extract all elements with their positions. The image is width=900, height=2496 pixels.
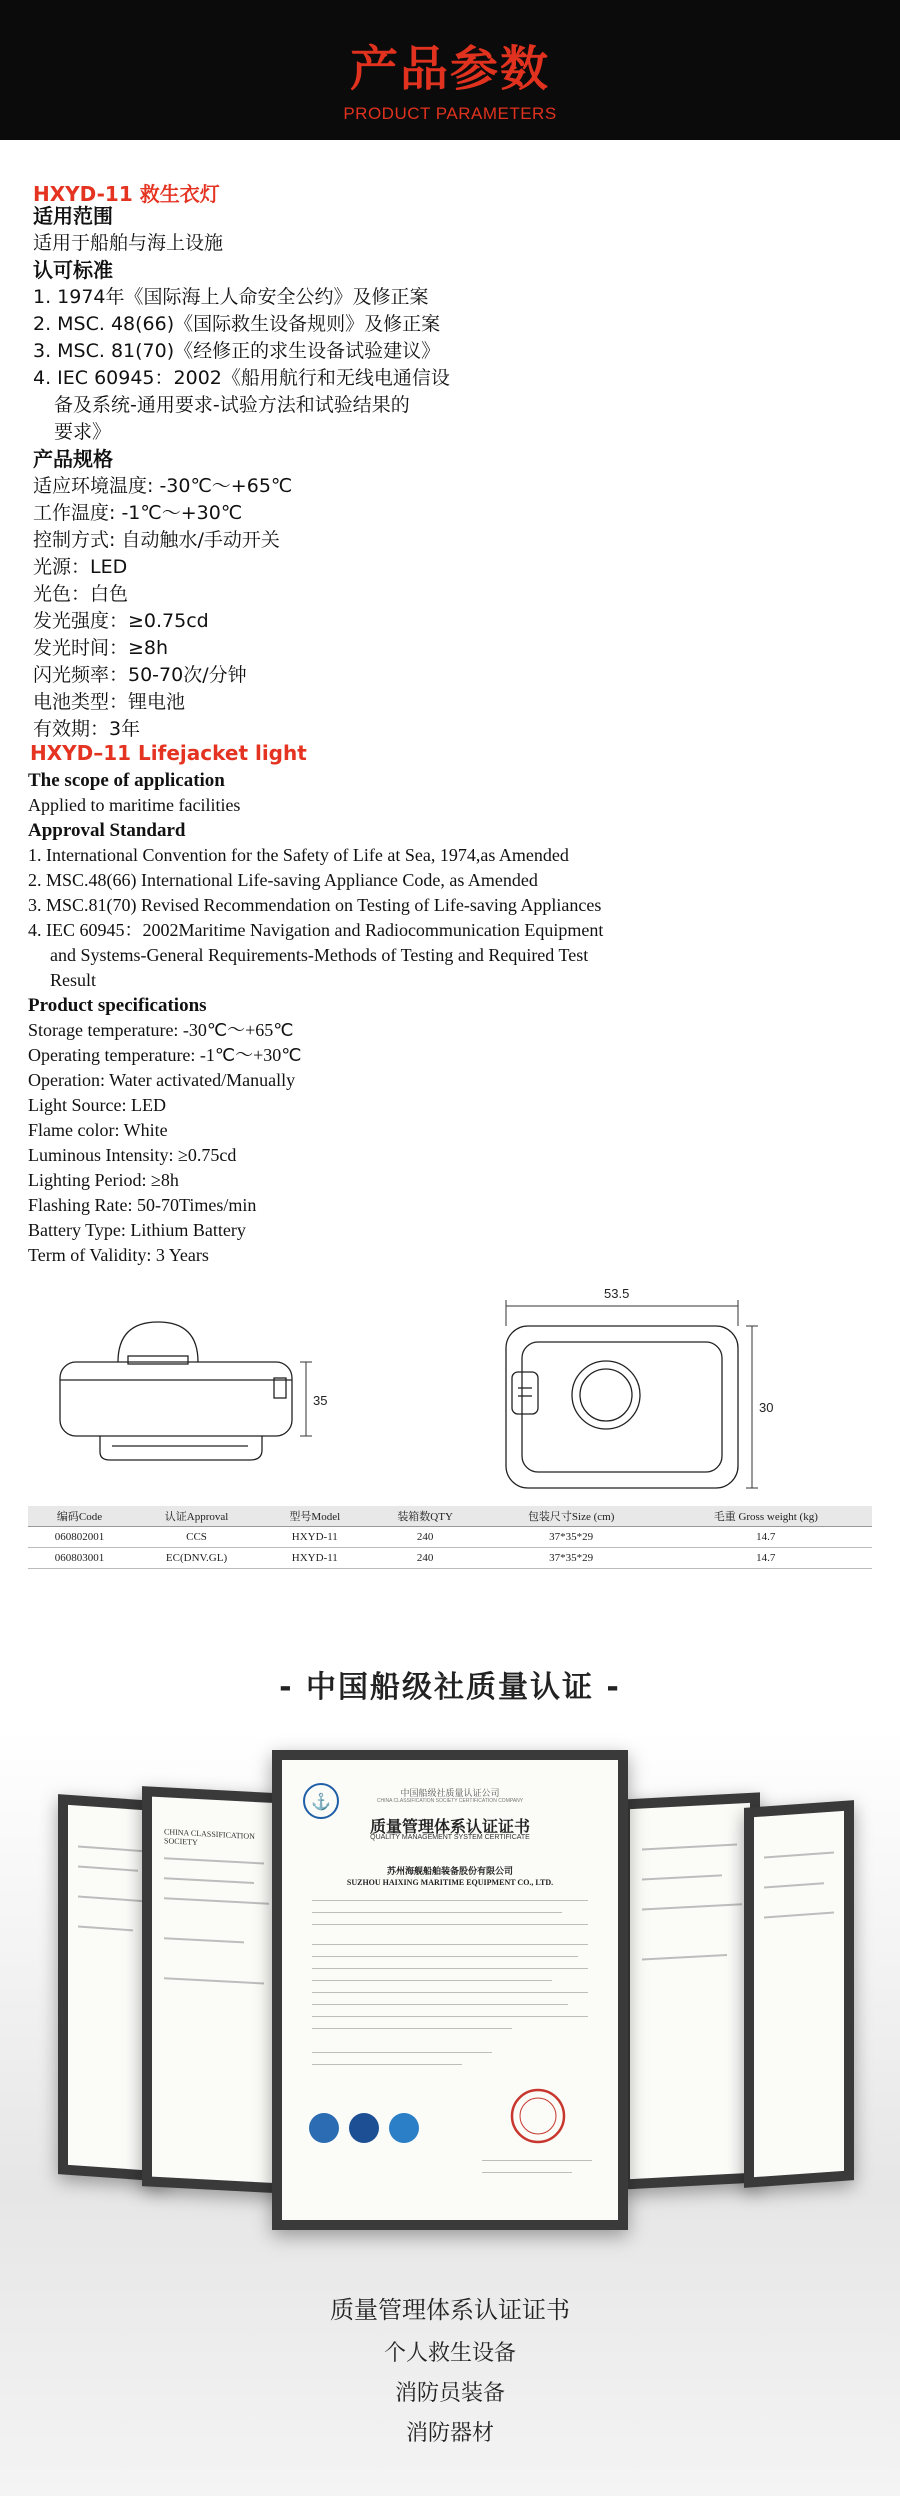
en-spec-item: Lighting Period: ≥8h (28, 1170, 179, 1190)
en-spec-item: Term of Validity: 3 Years (28, 1245, 209, 1265)
col-code: 编码Code (28, 1506, 131, 1527)
accreditation-logos-icon (306, 2108, 436, 2148)
side-view-drawing (60, 1322, 292, 1460)
en-approval-item: 2. MSC.48(66) International Life-saving Appliance Code, as Amended (28, 870, 538, 890)
cn-approval-item-cont: 备及系统-通用要求-试验方法和试验结果的 (54, 394, 410, 416)
official-seal-icon (508, 2086, 568, 2146)
certificate-frame-left (142, 1786, 292, 2194)
caption-fire-equipment: 消防器材 (405, 2421, 494, 2446)
dim-label-35: 35 (313, 1393, 328, 1408)
top-view-drawing (506, 1326, 738, 1488)
en-approval-item-cont: Result (50, 970, 97, 990)
en-scope-text: Applied to maritime facilities (28, 795, 241, 815)
en-spec-item: Luminous Intensity: ≥0.75cd (28, 1145, 237, 1165)
dim-label-30: 30 (759, 1400, 774, 1415)
svg-text:⚓: ⚓ (311, 1792, 331, 1811)
cn-approval-item: 3. MSC. 81(70)《经修正的求生设备试验建议》 (33, 340, 441, 362)
col-gross-weight: 毛重 Gross weight (kg) (660, 1506, 872, 1527)
cn-spec-item: 光源：LED (33, 556, 128, 578)
cn-product-title: HXYD-11 救生衣灯 (33, 182, 220, 206)
cn-spec-item: 适应环境温度: -30℃～+65℃ (33, 475, 293, 497)
caption-quality-cert: 质量管理体系认证证书 (330, 2296, 570, 2324)
en-approval-item: 4. IEC 60945：2002Maritime Navigation and Radiocommunication Equipment (28, 920, 604, 940)
cn-scope-text: 适用于船舶与海上设施 (33, 232, 224, 254)
page-title: 产品参数 (349, 41, 550, 97)
cell: HXYD-11 (262, 1527, 367, 1548)
cn-approval-heading: 认可标准 (33, 258, 113, 282)
en-approval-item: 1. International Convention for the Safety of Life at Sea, 1974,as Amended (28, 845, 569, 865)
col-model: 型号Model (262, 1506, 367, 1527)
cn-approval-item: 2. MSC. 48(66)《国际救生设备规则》及修正案 (33, 313, 441, 335)
cn-approval-item: 1. 1974年《国际海上人命安全公约》及修正案 (33, 286, 429, 308)
en-spec-item: Operating temperature: -1℃～+30℃ (28, 1045, 302, 1065)
table-row (28, 1548, 872, 1569)
en-scope-heading: The scope of application (28, 770, 225, 791)
col-qty: 装箱数QTY (368, 1506, 483, 1527)
en-spec-heading: Product specifications (28, 995, 207, 1016)
cert-company: 苏州海舰船舶装备股份有限公司 (386, 1867, 513, 1877)
certificate-frame-far-right (744, 1800, 854, 2188)
cn-approval-item: 4. IEC 60945：2002《船用航行和无线电通信设 (33, 367, 450, 389)
en-spec-item: Storage temperature: -30℃～+65℃ (28, 1020, 294, 1040)
cert-title: 质量管理体系认证证书 (369, 1817, 530, 1836)
quality-section-title: - 中国船级社质量认证 - (279, 1670, 621, 1705)
en-spec-item: Flashing Rate: 50-70Times/min (28, 1195, 257, 1215)
certificate-frame-right (620, 1792, 760, 2189)
table-header-row (28, 1506, 872, 1527)
table-row (28, 1527, 872, 1548)
cn-spec-item: 工作温度: -1℃～+30℃ (33, 502, 243, 524)
col-size: 包装尺寸Size (cm) (483, 1506, 660, 1527)
dim-label-53-5: 53.5 (604, 1286, 630, 1301)
cell: 14.7 (660, 1548, 872, 1569)
en-approval-item: 3. MSC.81(70) Revised Recommendation on Testing of Life-saving Appliances (28, 895, 602, 915)
cn-spec-item: 闪光频率：50-70次/分钟 (33, 664, 247, 686)
en-product-title: HXYD–11 Lifejacket light (30, 741, 307, 765)
cert-company-en: SUZHOU HAIXING MARITIME EQUIPMENT CO., LTD. (346, 1878, 554, 1887)
en-approval-item-cont: and Systems-General Requirements-Methods of Testing and Required Test (50, 945, 589, 965)
cert-title-en: QUALITY MANAGEMENT SYSTEM CERTIFICATE (370, 1834, 530, 1841)
cell: 37*35*29 (483, 1548, 660, 1569)
cell: 37*35*29 (483, 1527, 660, 1548)
cell: HXYD-11 (262, 1548, 367, 1569)
cn-spec-heading: 产品规格 (33, 447, 113, 471)
page-subtitle: PRODUCT PARAMETERS (343, 104, 557, 123)
caption-firefighter-equipment: 消防员装备 (394, 2381, 505, 2406)
cn-scope-heading: 适用范围 (33, 204, 113, 228)
en-spec-item: Flame color: White (28, 1120, 168, 1140)
en-spec-item: Light Source: LED (28, 1095, 166, 1115)
cn-spec-item: 控制方式: 自动触水/手动开关 (33, 529, 280, 551)
cn-spec-item: 光色：白色 (33, 583, 129, 605)
cell: 240 (368, 1527, 483, 1548)
cell: 14.7 (660, 1527, 872, 1548)
en-approval-heading: Approval Standard (28, 820, 186, 841)
cn-spec-item: 电池类型：锂电池 (33, 691, 186, 713)
cn-spec-item: 有效期：3年 (33, 718, 141, 740)
en-spec-item: Operation: Water activated/Manually (28, 1070, 296, 1090)
cn-spec-item: 发光时间：≥8h (33, 637, 169, 659)
cert-org: 中国船级社质量认证公司 (400, 1789, 500, 1799)
cell: 240 (368, 1548, 483, 1569)
cell: 060803001 (28, 1548, 131, 1569)
technical-drawing (0, 1270, 900, 1500)
spec-table (28, 1506, 872, 1569)
cn-spec-block (33, 203, 450, 743)
col-approval: 认证Approval (131, 1506, 262, 1527)
cell: CCS (131, 1527, 262, 1548)
cn-approval-item-cont: 要求》 (54, 421, 112, 443)
cert-org-en: CHINA CLASSIFICATION SOCIETY CERTIFICATION COMPANY (376, 1798, 524, 1804)
certificate-frame-center (272, 1750, 628, 2230)
caption-personal-lifesaving: 个人救生设备 (383, 2341, 516, 2366)
en-spec-block (28, 768, 603, 1268)
cn-spec-item: 发光强度：≥0.75cd (33, 610, 209, 632)
left-cert-title: CHINA CLASSIFICATION SOCIETY (164, 1827, 255, 1847)
cell: EC(DNV.GL) (131, 1548, 262, 1569)
cell: 060802001 (28, 1527, 131, 1548)
en-spec-item: Battery Type: Lithium Battery (28, 1220, 246, 1240)
